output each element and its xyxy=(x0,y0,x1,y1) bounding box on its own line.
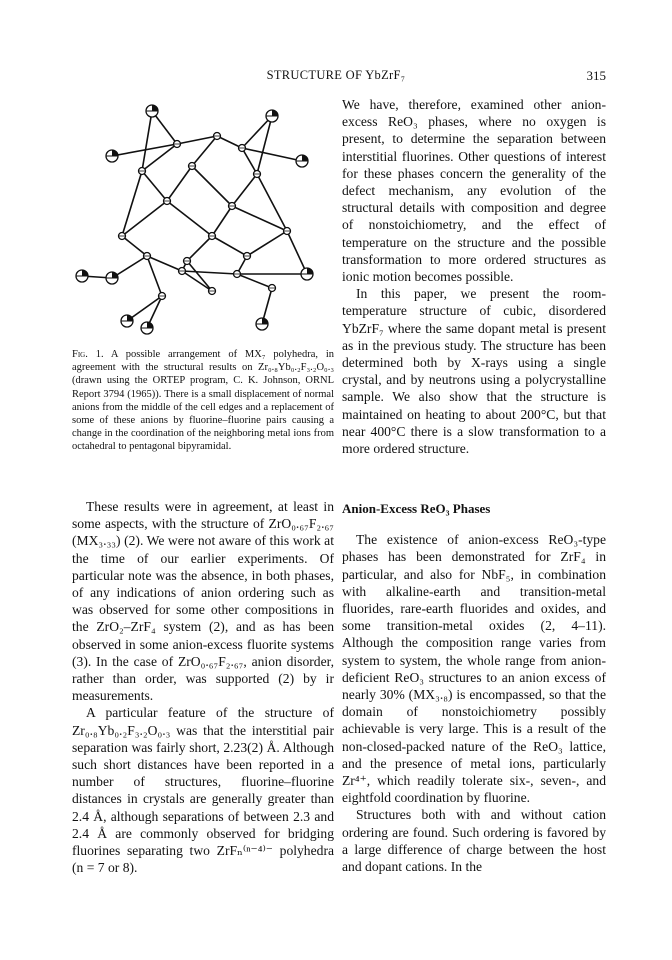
paragraph-left-1: These results were in agreement, at least in some aspects, with the structure of ZrO₀.₆₇F₂.₆₇ (MX₃.₃₃) (2). We were not aware of this work at the time of our earlier experiments. Of particular note was the absence, in both phases, of any indications of anion ordering such as was observed for some other compositions in the ZrO₂–ZrF₄ system (2), and as has been observed in some anion-excess fluorite systems (3). In the case of ZrO₀.₆₇F₂.₆₇, anion disorder, rather than order, was supported (2) by ir measurements. xyxy=(72,499,334,704)
section-heading: Anion-Excess ReO₃ Phases xyxy=(342,501,491,516)
atom-ellipsoid-large xyxy=(76,270,88,282)
bond-line xyxy=(237,274,272,288)
bond-line xyxy=(212,236,247,256)
atom-ellipsoid-large xyxy=(301,268,313,280)
atom-ellipsoid-large xyxy=(121,315,133,327)
ortep-figure xyxy=(72,96,342,346)
atom-ellipsoid-small xyxy=(239,145,246,152)
atom-ellipsoid-small xyxy=(159,293,166,300)
atom-ellipsoid-large xyxy=(296,155,308,167)
atom-ellipsoid-small xyxy=(184,258,191,265)
atom-ellipsoid-small xyxy=(284,228,291,235)
atom-ellipsoid-small xyxy=(229,203,236,210)
atom-ellipsoid-small xyxy=(214,133,221,140)
atom-ellipsoid-small xyxy=(179,268,186,275)
atom-ellipsoid-small xyxy=(209,233,216,240)
bond-line xyxy=(257,174,287,231)
bond-line xyxy=(212,206,232,236)
bond-line xyxy=(142,111,152,171)
running-title: STRUCTURE OF YbZrF₇ xyxy=(266,68,406,82)
atom-ellipsoid-small xyxy=(269,285,276,292)
bond-line xyxy=(122,236,147,256)
bond-line xyxy=(167,166,192,201)
atom-ellipsoid-large xyxy=(106,150,118,162)
paragraph-right-4: Structures both with and without cation ordering are found. Such ordering is favored by a large difference of charge between the host and dopant cations. In the xyxy=(342,807,606,875)
bond-line xyxy=(242,148,257,174)
atom-ellipsoid-small xyxy=(209,288,216,295)
bond-line xyxy=(232,206,287,231)
atom-ellipsoid-large xyxy=(146,105,158,117)
bond-line xyxy=(187,236,212,261)
bond-line xyxy=(142,144,177,171)
atom-ellipsoid-large xyxy=(141,322,153,334)
atom-ellipsoid-small xyxy=(139,168,146,175)
ortep-structure-drawing xyxy=(72,96,342,346)
bond-line xyxy=(247,231,287,256)
left-column-bottom xyxy=(72,498,334,876)
atom-ellipsoid-small xyxy=(164,198,171,205)
atom-ellipsoid-small xyxy=(144,253,151,260)
bond-line xyxy=(242,148,302,161)
right-column-top xyxy=(342,96,606,457)
atom-ellipsoid-small xyxy=(234,271,241,278)
bond-line xyxy=(122,201,167,236)
page-header xyxy=(0,68,672,88)
bond-line xyxy=(167,201,212,236)
bond-line xyxy=(192,166,232,206)
figure-caption-label: Fig. 1. xyxy=(72,349,104,360)
atom-ellipsoid-large xyxy=(266,110,278,122)
atom-ellipsoid-small xyxy=(174,141,181,148)
figure-caption xyxy=(72,348,334,454)
bond-line xyxy=(287,231,307,274)
atom-ellipsoid-small xyxy=(119,233,126,240)
atom-ellipsoid-large xyxy=(256,318,268,330)
atom-ellipsoid-small xyxy=(189,163,196,170)
right-column-bottom xyxy=(342,500,606,875)
bond-line xyxy=(217,136,242,148)
atom-ellipsoid-large xyxy=(106,272,118,284)
paragraph-left-2: A particular feature of the structure of Zr₀.₈Yb₀.₂F₃.₂O₀.₃ was that the interstitial pair separation was fairly short, 2.23(2) Å. Although such short distances have been reported in a number of structures, fluorine–fluorine distances in crystals are generally greater than 2.4 Å, although separations of between 2.3 and 2.4 Å are commonly observed for bridging fluorines separating two ZrFₙ⁽ⁿ⁻⁴⁾⁻ polyhedra (n = 7 or 8). xyxy=(72,705,334,876)
paragraph-right-2: In this paper, we present the room-temperature structure of cubic, disordered YbZrF₇ where the same dopant metal is present as in the previous study. The structure has been determined both by X-rays using a single crystal, and by neutrons using a polycrystalline sample. We also show that the structure is maintained on heating to about 200°C, but that near 400°C there is a slow transformation to a more ordered structure. xyxy=(342,286,606,457)
paragraph-right-3: The existence of anion-excess ReO₃-type phases has been demonstrated for ZrF₄ in particular, and also for NbF₅, in combination with alkaline-earth and transition-metal fluorides, rare-earth fluorides and oxides, and some transition-metal oxides (2, 4–11). Although the composition range varies from system to system, the whole range from anion-deficient ReO₃ structures to an anion excess of nearly 30% (MX₃.₈) is encompassed, so that the domain of nonstoichiometry possibly achievable is very large. This is a result of the non-closed-packed nature of the ReO₃ lattice, and the presence of metal ions, particularly Zr⁴⁺, which readily tolerate six-, seven-, and eightfold coordination by fluorine. xyxy=(342,532,606,806)
atom-ellipsoid-small xyxy=(254,171,261,178)
figure-caption-text: A possible arrangement of MX₇ polyhedra, in agreement with the structural results on Zr₀.₈Yb₀.₂F₃.₂O₀.₃ (drawn using the ORTEP program, C. K. Johnson, ORNL Report 3794 (1965)). There is a small displacement of normal anions from the middle of the cell edges and a replacement of some of these anions by fluorine–fluorine pairs causing a change in the coordination of the neighboring metal ions from octahedral to pentagonal bipyramidal. xyxy=(72,349,335,453)
paragraph-right-1: We have, therefore, examined other anion-excess ReO₃ phases, where no oxygen is present, to determine the separation between interstitial fluorines. Other questions of interest for these phases concern the generality of the defect mechanism, any evolution of the structural details with composition and degree of nonstoichiometry, and the effect of temperature on the structure and the possible transformation to more ordered structures as ionic motion becomes possible. xyxy=(342,97,606,285)
bond-line xyxy=(122,171,142,236)
bond-line xyxy=(182,271,237,274)
bond-line xyxy=(232,174,257,206)
page-number: 315 xyxy=(586,68,606,83)
atom-ellipsoid-small xyxy=(244,253,251,260)
bond-line xyxy=(142,171,167,201)
